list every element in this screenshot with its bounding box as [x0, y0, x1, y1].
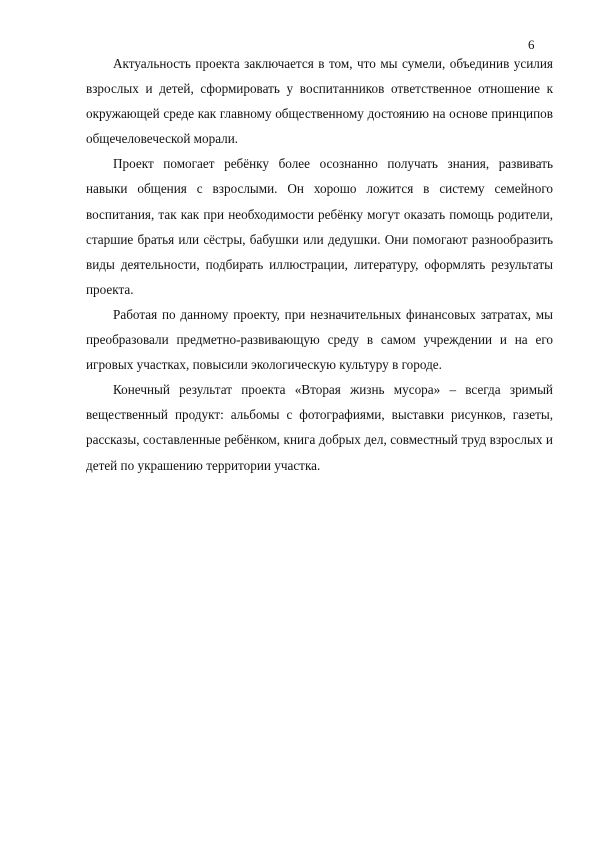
paragraph-results-costs: Работая по данному проекту, при незначительных финансовых затратах, мы преобразовали предметно-развивающую среду в самом учреждении и на его игровых участках, повысили экологическую культуру в городе. [86, 306, 553, 373]
paragraph-project-help: Проект помогает ребёнку более осознанно получать знания, развивать навыки общения с взрослыми. Он хорошо ложится в систему семейного воспитания, так как при необходимости ребёнку могут оказать помощь родители, старшие братья или сёстры, бабушки или дедушки. Они помогают разнообразить виды деятельности, подбирать иллюстрации, литературу, оформлять результаты проекта. [86, 156, 553, 297]
page-number: 6 [528, 37, 535, 52]
body-text [86, 51, 553, 478]
paragraph-relevance: Актуальность проекта заключается в том, что мы сумели, объединив усилия взрослых и детей, сформировать у воспитанников ответственное отношение к окружающей среде как главному общественному достоянию на основе принципов общечеловеческой морали. [86, 56, 553, 147]
paragraph-final-result: Конечный результат проекта «Вторая жизнь мусора» – всегда зримый вещественный продукт: альбомы с фотографиями, выставки рисунков, газеты, рассказы, составленные ребёнком, книга добрых дел, совместный труд взрослых и детей по украшению территории участка. [86, 382, 553, 473]
